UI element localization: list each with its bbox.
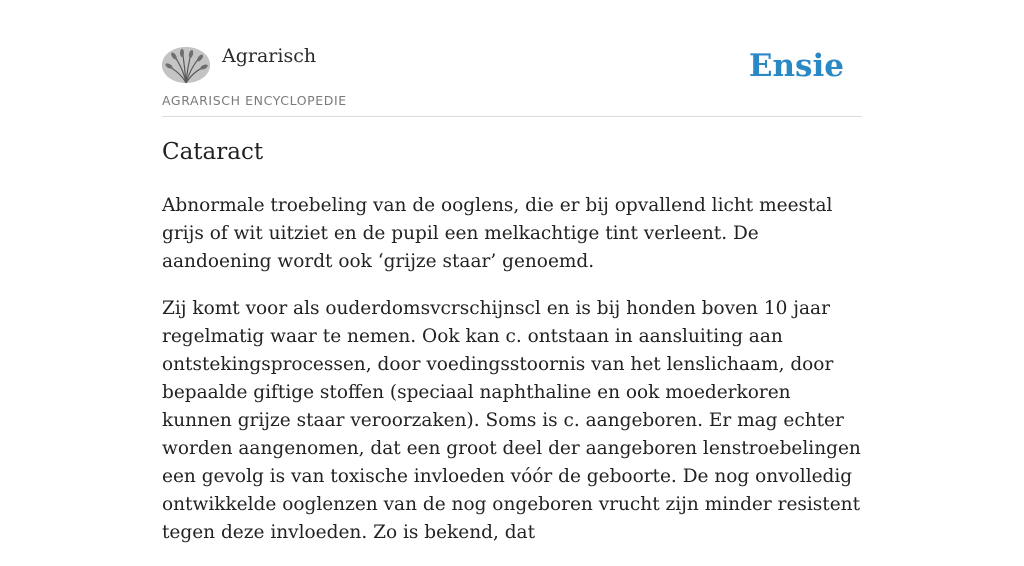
publication-name[interactable]: Agrarisch — [222, 45, 317, 67]
page — [162, 0, 862, 543]
wheat-ears-icon[interactable] — [162, 47, 210, 83]
article-paragraph: Zij komt voor als ouderdomsvcrschijnscl en is bij honden boven 10 jaar regelmatig waar te nemen. Ook kan c. ontstaan in aansluiting aan ontstekingsprocessen, door voedingsstoornis van het lenslichaam, door bepaalde giftige stoffen (speciaal naphthaline en ook moederkoren kunnen grijze staar veroorzaken). Soms is c. aangeboren. Er mag echter worden aangenomen, dat een groot deel der aangeboren lenstroebelingen een gevolg is van toxische invloeden vóór de geboorte. De nog onvolledig ontwikkelde ooglenzen van de nog ongeboren vrucht zijn minder resistent tegen deze invloeden. Zo is bekend, dat — [162, 298, 861, 543]
header — [162, 0, 862, 117]
article-paragraph: Abnormale troebeling van de ooglens, die er bij opvallend licht meestal grijs of wit uitziet en de pupil een melkachtige tint verleent. De aandoening wordt ook ‘grijze staar’ genoemd. — [162, 195, 833, 272]
publication-subtitle: AGRARISCH ENCYCLOPEDIE — [162, 93, 347, 108]
article-body — [162, 192, 862, 566]
ensie-logo[interactable]: Ensie — [748, 48, 844, 84]
article-title: Cataract — [162, 139, 264, 165]
